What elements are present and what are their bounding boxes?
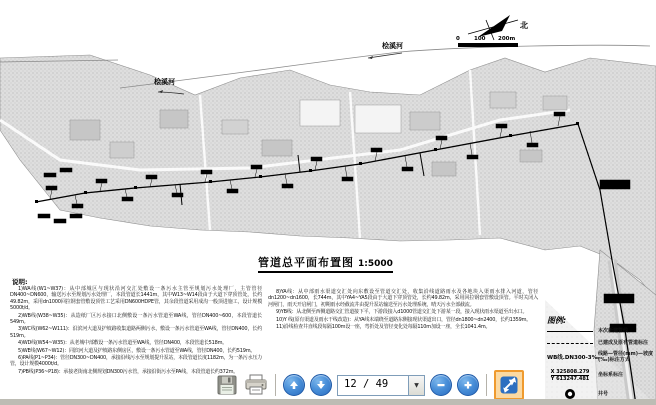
zoom-in-button[interactable] xyxy=(457,374,479,396)
print-button[interactable] xyxy=(244,373,268,397)
page-number-combo[interactable] xyxy=(337,375,425,396)
note-item: 7)PB线(P36~P18)：承接老街南北侧规划DN300污水管，承接沿街污水至PA线，本段管道长约372m。 xyxy=(18,368,239,375)
note-item: 2)WB线(W38~W35)：从造纸厂区污水接口北侧敷设一条污水管道至WA线，管径DN400~600，本段管道长549m。 xyxy=(10,312,262,326)
page-number-value[interactable]: 12 / 49 xyxy=(344,377,389,390)
notes-left-column xyxy=(10,286,262,376)
chevron-down-icon: ▼ xyxy=(414,381,419,389)
note-item: 11)沿线检查井直线段每隔100m设一座，弯折处及管径变化处每隔110m加设一座，全长1041.4m。 xyxy=(276,324,491,331)
save-icon xyxy=(216,374,238,396)
save-button[interactable] xyxy=(215,373,239,397)
title-scale: 1:5000 xyxy=(358,259,393,269)
legend xyxy=(547,318,653,405)
toolbar-separator xyxy=(486,374,487,396)
note-item: 1)WA线(W1~W37)：从中部城区与现状沿河交汇处敷设一条污水主管至规划污水处理厂，主管管径DN400~DN600，输送污水至规划污水处理厂，本段管道长1441m，其中W13~W14段由于大道下穿顶管处，长约49.82m，采用dn1000回拉钢套管敷设顶管工艺采用DN600HDPE管，其余段管道采用成沟一般顶进施工，设计规模5000t/d。 xyxy=(10,286,262,312)
arrow-up-icon xyxy=(289,380,299,390)
viewer-toolbar xyxy=(215,370,524,400)
window-bottom-edge xyxy=(0,399,656,405)
svg-text:0: 0 xyxy=(456,36,460,42)
minus-icon xyxy=(436,380,446,390)
notes-right-column xyxy=(268,289,538,331)
dashed-line-sample xyxy=(547,343,593,344)
legend-row-label-format: WB线.DN300-3‰ 线路—管径(mm)—坡度(‰)标注方式 xyxy=(547,351,653,363)
note-item: 10)Y 线(原有渠道及雨水干线改造)：从YA线末端绕至道路东侧接现状渠道出口，管径dn1800~dn2400，长约1359m。 xyxy=(276,316,532,323)
legend-row-coordinates: X 325808.279 Y 613247.481 坐标系标注 xyxy=(547,369,653,382)
solid-line-sample xyxy=(547,331,593,332)
svg-text:100: 100 xyxy=(474,36,486,42)
legend-row-manhole: 井号 xyxy=(547,388,653,402)
pipe-code-sample: WB线.DN300-3‰ xyxy=(547,354,600,361)
previous-page-button[interactable] xyxy=(283,374,305,396)
toolbar-separator xyxy=(275,374,276,396)
fit-page-button[interactable] xyxy=(494,370,524,400)
note-item: 6)PA线(P1~P34)：管径DN300~DN400，承接沿线污水至规划提升泵站，本段管道长度1182m，为一条污水压力管，设计规模4000t/d。 xyxy=(10,355,262,368)
page-title: 管道总平面布置图 1:5000 xyxy=(258,254,393,273)
legend-row-existing-pipeline: 已建成及原有管道标注 xyxy=(547,341,653,347)
note-item: 9)YB线：从北侧至西侧道路交汇管道接下平，下游段接入d1000管道交汇处下游某一段，接入现状雨水渠道至出水口。 xyxy=(276,309,528,316)
combo-dropdown-button[interactable] xyxy=(408,376,424,395)
river-label-2: 桧溪河 xyxy=(382,42,403,50)
svg-text:北: 北 xyxy=(520,21,528,30)
coordinate-sample: X 325808.279 Y 613247.481 xyxy=(550,369,590,382)
scale-bar xyxy=(456,36,518,47)
river-label-1: 桧溪河 xyxy=(154,78,175,86)
zoom-out-button[interactable] xyxy=(430,374,452,396)
note-item: 8)YA线：从中部雨水渠道交汇处向东敷设至管道交汇处，收集沿线道路雨水及各地块入渠雨水排入河道，管径dn1200~dn1600，长744m，其中YA4~YA5段由于大道下穿顶管处，长约49.82m，采用回拉钢套管敷设顶管。平时关闭入河闸门，雨天开启闸门，初期雨水经截流井由提升泵站输送至污水处理系统，晴天污水全部截流。 xyxy=(268,289,538,308)
legend-heading: 图例: xyxy=(547,316,567,325)
note-item: 5)WE线(W67~W12)：同滨河大道及护坡路东侧房区，敷设一条污水管道至WA线，管径DN400，长约519m。 xyxy=(18,347,256,354)
fit-screen-icon xyxy=(500,376,518,394)
note-item: 3)WC线(W62~W111)：沿滨河大道及护坡路收集道路两侧污水，敷设一条污水管道至WA线，管径DN400，长约519m。 xyxy=(10,326,262,339)
svg-text:200m: 200m xyxy=(498,36,516,42)
notes-heading: 说明: xyxy=(12,278,28,286)
plus-icon xyxy=(463,380,473,390)
arrow-down-icon xyxy=(316,380,326,390)
legend-row-new-pipeline: 本次新建管线 xyxy=(547,329,653,335)
print-icon xyxy=(244,374,268,396)
next-page-button[interactable] xyxy=(310,374,332,396)
note-item: 4)WD线(W54~W35)：从老城中部敷设一条污水管道至WA线，管径DN400，本段管道长518m。 xyxy=(18,340,228,347)
